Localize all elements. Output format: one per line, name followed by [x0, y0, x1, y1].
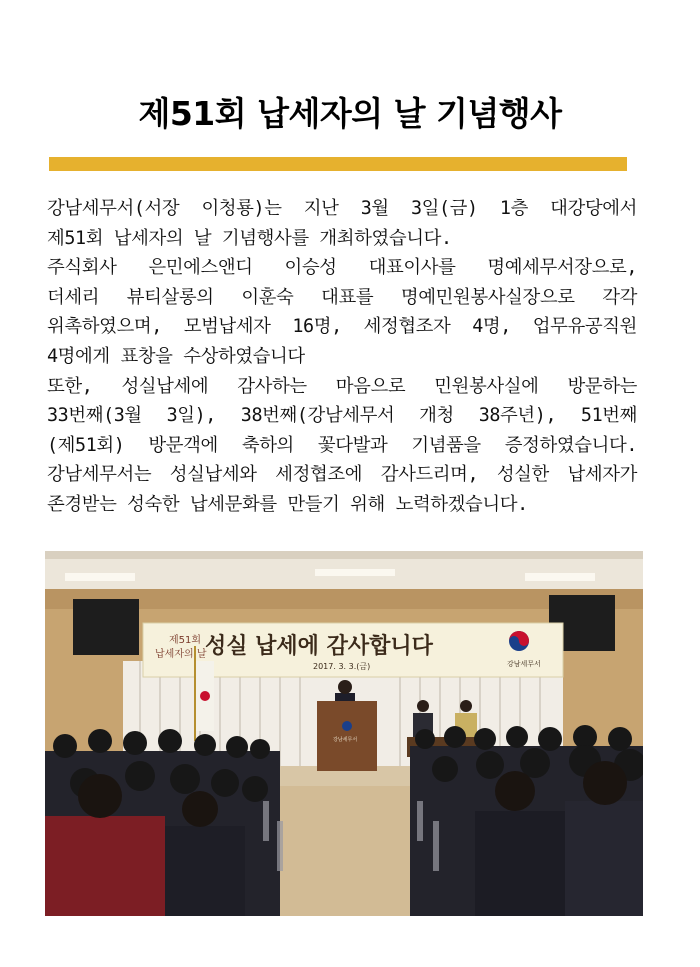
banner-small-2: 납세자의 날 — [155, 649, 207, 660]
article-body — [47, 194, 637, 520]
podium-emblem-icon — [342, 721, 352, 731]
banner-org: 강남세무서 — [507, 660, 541, 668]
body-line: 강남세무서(서장 이청룡)는 지난 3월 3일(금) 1층 대강당에서 — [47, 198, 637, 219]
title-underline — [49, 157, 627, 171]
body-line: 33번째(3월 3일), 38번째(강남세무서 개청 38주년), 51번째 — [47, 405, 637, 427]
banner-date: 2017. 3. 3.(금) — [313, 662, 371, 671]
body-line: 위촉하였으며, 모범납세자 16명, 세정협조자 4명, 업무유공직원 — [47, 316, 637, 338]
red-sweater — [45, 816, 165, 916]
podium-text: 강남세무서 — [333, 737, 358, 743]
left-speaker — [73, 599, 139, 655]
body-line: 제51회 납세자의 날 기념행사를 개최하였습니다. — [47, 227, 452, 249]
body-line: 강남세무서는 성실납세와 세정협조에 감사드리며, 성실한 납세자가 — [47, 464, 637, 486]
podium — [317, 701, 377, 771]
page-title: 제51회 납세자의 날 기념행사 — [138, 94, 562, 133]
body-line: 더세리 뷰티살롱의 이훈숙 대표를 명예민원봉사실장으로 각각 — [47, 286, 637, 308]
body-line: 주식회사 은민에스앤디 이승성 대표이사를 명예세무서장으로, — [47, 257, 637, 279]
body-line: 4명에게 표창을 수상하였습니다 — [47, 345, 305, 367]
event-photo — [45, 551, 643, 916]
body-line: 또한, 성실납세에 감사하는 마음으로 민원봉사실에 방문하는 — [47, 375, 637, 397]
banner-main: 성실 납세에 감사합니다 — [205, 634, 433, 659]
body-line: 존경받는 성숙한 납세문화를 만들기 위해 노력하겠습니다. — [47, 493, 528, 515]
banner-small-1: 제51회 — [169, 635, 202, 646]
body-line: (제51회) 방문객에 축하의 꽃다발과 기념품을 증정하였습니다. — [47, 434, 637, 456]
